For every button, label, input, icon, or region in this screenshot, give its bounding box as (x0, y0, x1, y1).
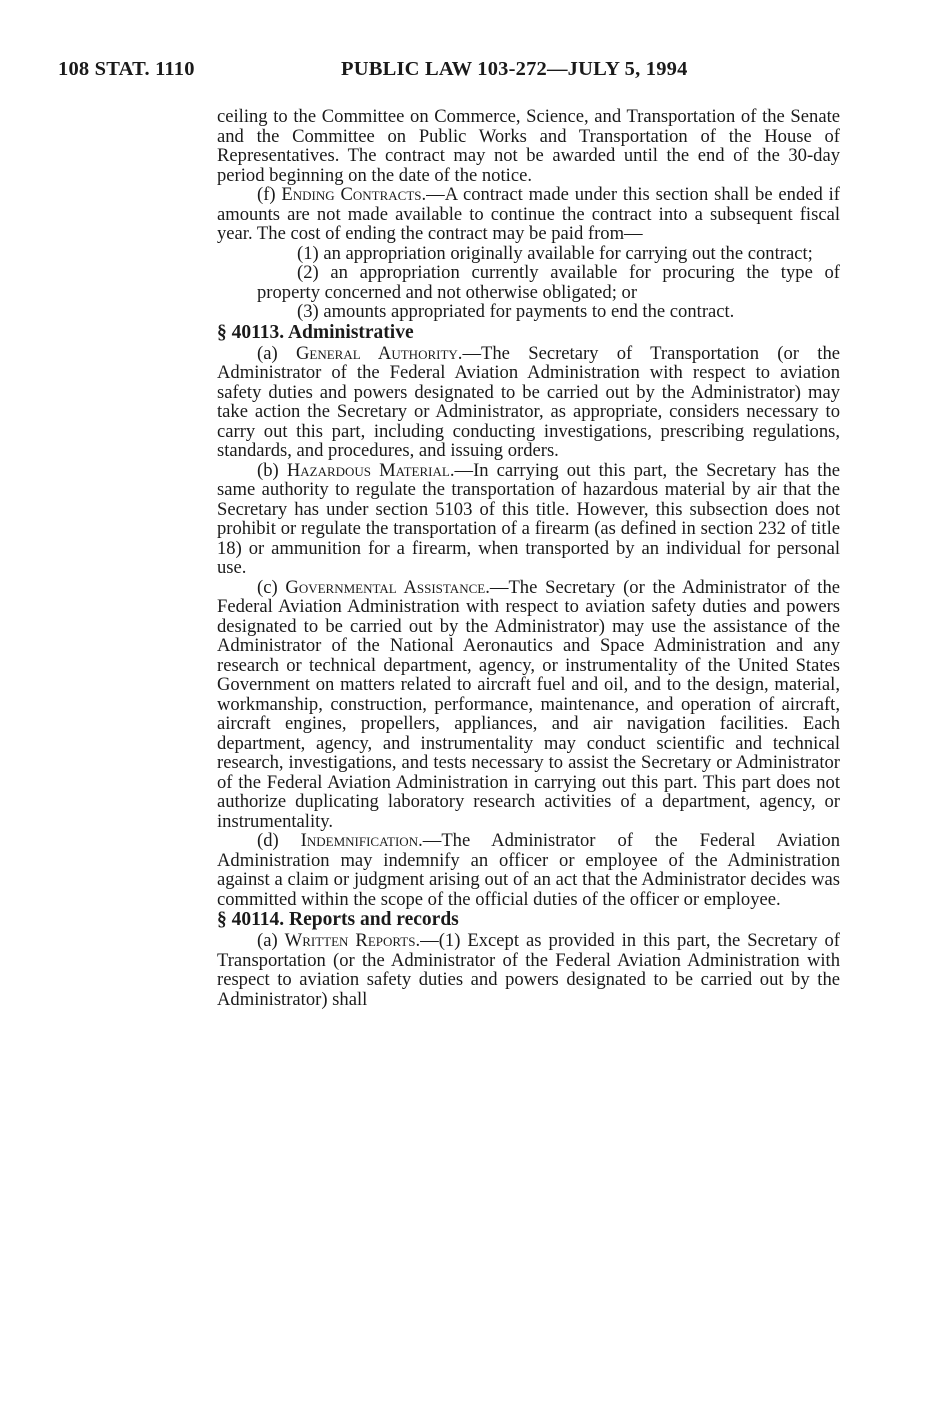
subsection-f (217, 185, 840, 244)
subsection-text: —The Secretary (or the Administrator of the Federal Aviation Administration with respect to aviation safety duties and powers designated to be carried out by the Administrator) may use the assistance of the Administrator of the National Aeronautics and Space Administration and any research or technical department, agency, or instrumentality of the United States Government on matters related to aircraft fuel and oil, and to the design, material, workmanship, construction, performance, maintenance, and operation of aircraft, aircraft engines, propellers, appliances, and air navigation facilities. Each department, agency, and instrumentality may conduct scientific and technical research, investigations, and tests necessary to assist the Secretary or Administrator of the Federal Aviation Administration in carrying out this part. This part does not authorize duplicating laboratory research activities of a department, agency, or instrumentality. (217, 576, 841, 832)
list-item: (3) amounts appropriated for payments to end the contract. (297, 301, 735, 322)
subsection-heading: Governmental Assistance. (285, 576, 490, 598)
subsection-text: —(1) Except as provided in this part, the Secretary of Transportation (or the Administrator of the Federal Aviation Administration with respect to aviation safety duties and powers designated to be carried out by the Administrator) shall (217, 930, 840, 1010)
list-item: (1) an appropriation originally available for carrying out the contract; (297, 242, 813, 264)
subsection-a (217, 344, 840, 461)
section-heading-40114: § 40114. Reports and records (217, 909, 459, 930)
subsection-c (217, 578, 840, 832)
subsection-heading: Ending Contracts. (281, 184, 427, 205)
public-law-title: PUBLIC LAW 103-272—JULY 5, 1994 (341, 58, 688, 80)
list-item: (2) an appropriation currently available for procuring the type of property concerned and not otherwise obligated; or (257, 262, 840, 303)
subsection-text: —In carrying out this part, the Secretary has the same authority to regulate the transportation of hazardous material by air that the Secretary has under section 5103 of this title. However, this subsection does not prohibit or regulate the transportation of a firearm (as defined in section 232 of title 18) or ammunition for a firearm, when transported by an individual for personal use. (217, 459, 841, 578)
subsection-label: (d) (257, 830, 279, 851)
subsection-heading: Written Reports. (284, 930, 421, 951)
subsection-b (217, 461, 840, 578)
continued-paragraph: ceiling to the Committee on Commerce, Science, and Transportation of the Senate and the Committee on Public Works and Transportation of the House of Representatives. The contract may not be awarded until the end of the 30-day period beginning on the date of the notice. (217, 106, 840, 186)
subsection-label: (a) (257, 342, 278, 364)
subsection-text: —A contract made under this section shall be ended if amounts are not made available to continue the contract into a subsequent fiscal year. The cost of ending the contract may be paid from— (217, 184, 840, 244)
subsection-label: (b) (257, 459, 279, 481)
document-body (217, 107, 840, 1009)
subsection-label: (a) (257, 930, 278, 951)
subsection-d (217, 831, 840, 909)
statute-page-number: 108 STAT. 1110 (58, 58, 195, 80)
subsection-heading: Indemnification. (300, 830, 423, 851)
subsection-text: —The Administrator of the Federal Aviation Administration may indemnify an officer or employee of the Administration against a claim or judgment arising out of an act that the Administrator decides was committed within the scope of the official duties of the officer or employee. (217, 830, 841, 910)
subsection-heading: General Authority. (295, 342, 463, 364)
section-heading-40113: § 40113. Administrative (217, 321, 414, 343)
subsection-label: (c) (257, 576, 278, 598)
subsection-a (217, 931, 840, 1009)
subsection-text: —The Secretary of Transportation (or the Administrator of the Federal Aviation Administration with respect to aviation safety duties and powers designated to be carried out by the Administrator) may take action the Secretary or Administrator, as appropriate, considers necessary to carry out this part, including conducting investigations, prescribing regulations, standards, and procedures, and issuing orders. (217, 342, 840, 461)
subsection-heading: Hazardous Material. (286, 459, 455, 481)
subsection-label: (f) (257, 184, 276, 205)
